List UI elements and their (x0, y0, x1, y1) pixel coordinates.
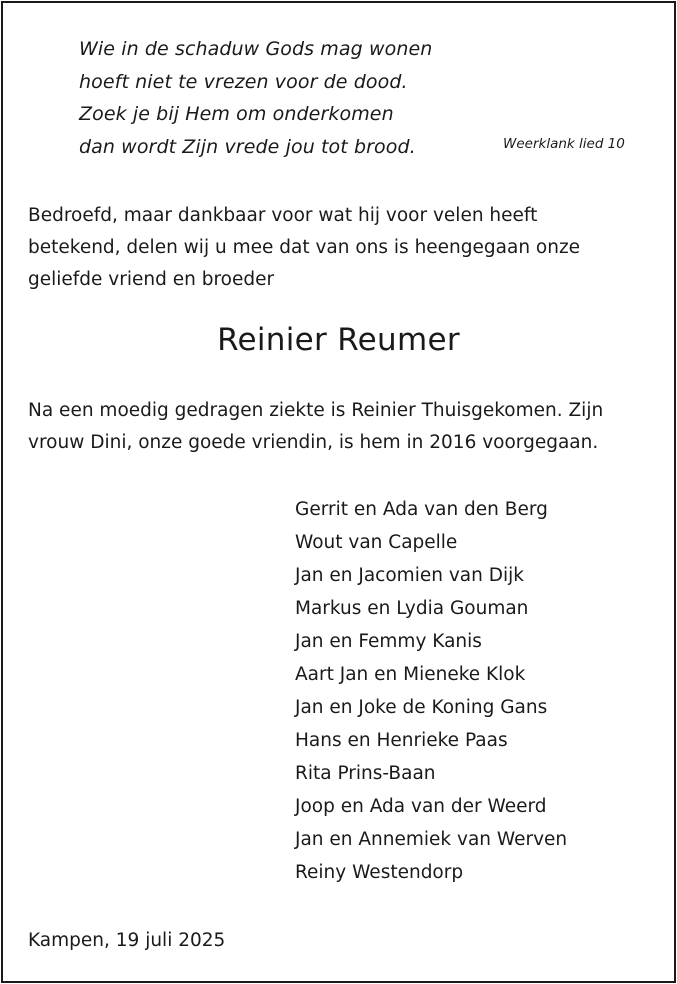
message-line: vrouw Dini, onze goede vriendin, is hem in 2016 voorgegaan. (28, 432, 599, 453)
intro-line: Bedroefd, maar dankbaar voor wat hij voor velen heeft (28, 205, 538, 226)
signatories-list (295, 493, 567, 889)
poem-line: dan wordt Zijn vrede jou tot brood. (79, 135, 416, 158)
place-date: Kampen, 19 juli 2025 (28, 930, 226, 951)
intro-line: geliefde vriend en broeder (28, 269, 275, 290)
signatory: Joop en Ada van der Weerd (295, 796, 547, 817)
signatory: Markus en Lydia Gouman (295, 598, 529, 619)
poem-line: Zoek je bij Hem om onderkomen (79, 103, 394, 125)
poem-line: hoeft niet te vrezen voor de dood. (79, 70, 408, 93)
intro-line: betekend, delen wij u mee dat van ons is heengegaan onze (28, 237, 581, 258)
signatory: Gerrit en Ada van den Berg (295, 499, 548, 520)
signatory: Hans en Henrieke Paas (295, 730, 508, 751)
deceased-name: Reinier Reumer (217, 322, 460, 358)
intro-text (28, 200, 653, 296)
signatory: Jan en Jacomien van Dijk (295, 565, 524, 586)
signatory: Aart Jan en Mieneke Klok (295, 664, 526, 685)
signatory: Wout van Capelle (295, 532, 458, 553)
poem-source: Weerklank lied 10 (503, 136, 625, 152)
poem-line: Wie in de schaduw Gods mag wonen (79, 38, 433, 60)
message-line: Na een moedig gedragen ziekte is Reinier Thuisgekomen. Zijn (28, 400, 604, 421)
signatory: Rita Prins-Baan (295, 763, 436, 784)
signatory: Reiny Westendorp (295, 862, 464, 883)
signatory: Jan en Joke de Koning Gans (295, 697, 548, 718)
signatory: Jan en Femmy Kanis (295, 631, 482, 652)
poem (79, 33, 432, 163)
message-text (28, 395, 658, 459)
signatory: Jan en Annemiek van Werven (295, 829, 568, 850)
